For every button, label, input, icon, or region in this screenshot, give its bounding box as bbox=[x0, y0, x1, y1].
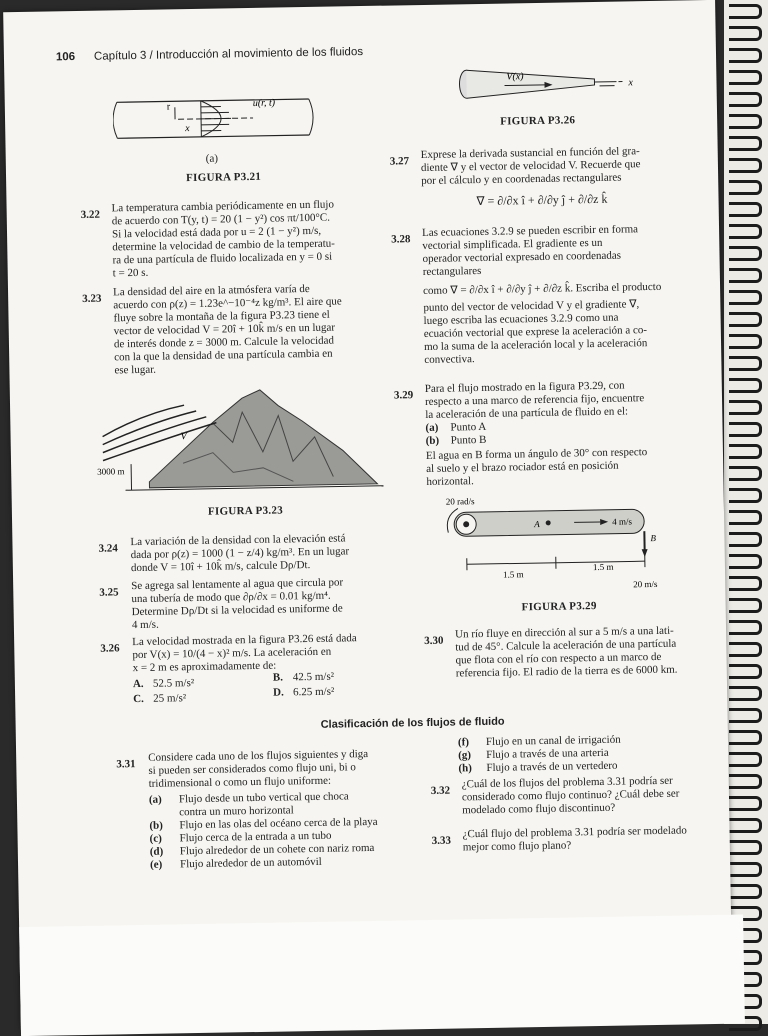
binding-coil bbox=[729, 884, 762, 899]
p329-rad-label: 20 rad/s bbox=[446, 496, 475, 507]
p329-d1-label: 1.5 m bbox=[503, 569, 524, 579]
p326-opt-d-key: D. bbox=[273, 686, 284, 699]
page-number: 106 bbox=[56, 51, 75, 63]
p327-text: Exprese la derivada sustancial en función del gra- diente ∇ y el vector de velocidad V. Recuerde que por el cálculo y en coordenadas rectangulares bbox=[421, 145, 641, 188]
p326-v-label: V(x) bbox=[506, 71, 524, 82]
binding-coil bbox=[729, 224, 762, 239]
p326-opt-c-key: C. bbox=[133, 693, 144, 706]
p329-after: El agua en B forma un ángulo de 30° con respecto al suelo y el brazo rociador está en posición horizontal. bbox=[426, 446, 648, 489]
p329-item-b: Punto B bbox=[451, 434, 487, 448]
figure-p326-nozzle bbox=[444, 63, 645, 106]
section-title: Clasificación de los flujos de fluido bbox=[321, 716, 505, 731]
p329-a-label: A bbox=[533, 519, 540, 529]
binding-coil bbox=[729, 4, 762, 19]
figure-p323-caption: FIGURA P3.23 bbox=[208, 504, 283, 517]
binding-coil bbox=[729, 796, 762, 811]
p331-text: Considere cada uno de los flujos siguientes y diga si pueden ser considerados como flujo uni, bi o tridimensional o como un flujo uniforme: bbox=[148, 748, 369, 791]
figure-p329-caption: FIGURA P3.29 bbox=[522, 600, 597, 613]
p329-d2-label: 1.5 m bbox=[593, 562, 614, 572]
p328-number: 3.28 bbox=[391, 233, 410, 245]
binding-coil bbox=[729, 664, 762, 679]
p333-number: 3.33 bbox=[432, 835, 451, 847]
p326-text: La velocidad mostrada en la figura P3.26 está dada por V(x) = 10/(4 − x)² m/s. La aceleración en x = 2 m es aproximadamente de: bbox=[132, 632, 357, 675]
p329-text: Para el flujo mostrado en la figura P3.29, con respecto a una marco de referencia fijo, encuentre la aceleración de una partícula de fluido en el: bbox=[425, 379, 645, 422]
p326-opt-a-key: A. bbox=[133, 678, 144, 691]
binding-coil bbox=[729, 554, 762, 569]
p332-number: 3.32 bbox=[431, 785, 450, 797]
binding-coil bbox=[729, 92, 762, 107]
binding-coil bbox=[729, 862, 762, 877]
binding-coil bbox=[729, 818, 762, 833]
binding-coil bbox=[729, 752, 762, 767]
p329-number: 3.29 bbox=[394, 389, 413, 401]
figure-p321-caption: FIGURA P3.21 bbox=[186, 171, 261, 184]
p333-text: ¿Cuál flujo del problema 3.31 podría ser modelado mejor como flujo plano? bbox=[462, 824, 687, 854]
p330-text: Un río fluye en dirección al sur a 5 m/s a una lati- tud de 45°. Calcule la aceleración de una partícula que flota con el río con respecto a un marco de referencia fijo. El radio de la tierra es de 6000 km. bbox=[455, 625, 678, 681]
textbook-page bbox=[3, 0, 733, 1030]
p327-equation: ∇ = ∂/∂x î + ∂/∂y ĵ + ∂/∂z k̂ bbox=[476, 192, 607, 209]
binding-coil bbox=[729, 730, 762, 745]
binding-coil bbox=[729, 158, 762, 173]
binding-coil bbox=[729, 532, 762, 547]
binding-coil bbox=[729, 686, 762, 701]
p329-item-a-key: (a) bbox=[425, 422, 438, 435]
binding-coil bbox=[729, 510, 762, 525]
binding-coil bbox=[729, 70, 762, 85]
binding-coil bbox=[729, 598, 762, 613]
p323-number: 3.23 bbox=[82, 293, 101, 305]
spiral-binding bbox=[724, 0, 768, 1024]
figure-p323-mountain bbox=[92, 380, 384, 503]
p328-text: Las ecuaciones 3.2.9 se pueden escribir en forma vectorial simplificada. El gradiente es un operador vectorial expresado en coordenadas rectangulares como ∇ = ∂/∂x î + ∂/∂y ĵ + ∂/∂z k̂. Escriba el producto punto del vector de velocidad V y el gradiente ∇, luego escriba las ecuaciones 3.2.9 como una ecuación vectorial que exprese la aceleración a co- mo la suma de la aceleración local y la aceleración convectiva. bbox=[422, 223, 663, 367]
p325-number: 3.25 bbox=[99, 586, 118, 598]
p326-x-label: x bbox=[627, 77, 633, 88]
p321-u-label: u(r, t) bbox=[253, 98, 276, 109]
p325-text: Se agrega sal lentamente al agua que circula por una tubería de modo que ∂ρ/∂x = 0.01 kg/m⁴. Determine Dρ/Dt si la velocidad es uniforme de 4 m/s. bbox=[131, 576, 344, 632]
binding-coil bbox=[729, 246, 762, 261]
p329-speed-label: 4 m/s bbox=[612, 516, 632, 526]
p321-x-label: x bbox=[184, 123, 190, 134]
p322-number: 3.22 bbox=[81, 209, 100, 221]
p326-opt-b: 42.5 m/s² bbox=[293, 671, 334, 685]
binding-coil bbox=[729, 290, 762, 305]
binding-coil bbox=[729, 620, 762, 635]
p323-altitude-label: 3000 m bbox=[97, 466, 124, 476]
p321-r-label: r bbox=[167, 101, 171, 112]
binding-coil bbox=[729, 466, 762, 481]
binding-coil bbox=[729, 202, 762, 217]
binding-coil bbox=[729, 334, 762, 349]
p321-sub-label: (a) bbox=[206, 153, 218, 166]
binding-coil bbox=[729, 488, 762, 503]
p322-text: La temperatura cambia periódicamente en un flujo de acuerdo con T(y, t) = 20 (1 − y²) cos πt/100°C. Si la velocidad está dada por u = 2 (1 − y²) m/s, determine la velocidad de cambio de la temperatu- ra de una partícula de fluido localizada en y = 0 si t = 20 s. bbox=[112, 199, 336, 281]
p324-number: 3.24 bbox=[98, 542, 117, 554]
p329-item-b-key: (b) bbox=[426, 435, 440, 448]
figure-p321-pipe bbox=[113, 87, 324, 151]
binding-coil bbox=[729, 444, 762, 459]
p326-opt-c: 25 m/s² bbox=[153, 692, 186, 706]
p326-opt-d: 6.25 m/s² bbox=[293, 686, 334, 700]
binding-coil bbox=[729, 576, 762, 591]
p331-items-right: (f) Flujo en un canal de irrigación (g) Flujo a través de una arteria (h) Flujo a través de un vertedero bbox=[458, 734, 621, 776]
binding-coil bbox=[729, 26, 762, 41]
binding-coil bbox=[729, 378, 762, 393]
binding-coil bbox=[729, 180, 762, 195]
p329-out-label: 20 m/s bbox=[633, 579, 658, 589]
p331-number: 3.31 bbox=[116, 758, 135, 770]
binding-coil bbox=[729, 312, 762, 327]
binding-coil bbox=[729, 422, 762, 437]
binding-coil bbox=[729, 48, 762, 63]
p327-number: 3.27 bbox=[390, 155, 409, 167]
p326-opt-b-key: B. bbox=[273, 672, 283, 685]
binding-coil bbox=[729, 136, 762, 151]
p323-v-label: V bbox=[181, 431, 189, 442]
p326-opt-a: 52.5 m/s² bbox=[153, 677, 194, 691]
p331-items: (a) Flujo desde un tubo vertical que choca contra un muro horizontal (b) Flujo en las olas del océano cerca de la playa (c) Flujo cerca de la entrada a un tubo (d) Flujo alrededor de un cohete con nariz roma (e) Flujo alrededor de un automóvil bbox=[149, 790, 379, 872]
p323-text: La densidad del aire en la atmósfera varía de acuerdo con ρ(z) = 1.23e^−10⁻⁴z kg/m³. El aire que fluye sobre la montaña de la figura P3.23 tiene el vector de velocidad V = 20î + 10k̂ m/s en un lugar de interés donde z = 3000 m. Calcule la velocidad con la que la densidad de una partícula cambia en ese lugar. bbox=[113, 282, 343, 377]
p324-text: La variación de la densidad con la elevación está dada por ρ(z) = 1000 (1 − z/4) kg/m³. En un lugar donde V = 10î + 10k̂ m/s, calcule Dρ/Dt. bbox=[130, 532, 349, 575]
binding-coil bbox=[729, 400, 762, 415]
binding-coil bbox=[729, 642, 762, 657]
p329-b-label: B bbox=[650, 533, 656, 543]
binding-coil bbox=[729, 840, 762, 855]
binding-coil bbox=[729, 114, 762, 129]
p329-item-a: Punto A bbox=[450, 421, 486, 435]
binding-coil bbox=[729, 268, 762, 283]
binding-coil bbox=[729, 708, 762, 723]
figure-p326-caption: FIGURA P3.26 bbox=[500, 114, 575, 127]
chapter-title: Capítulo 3 / Introducción al movimiento de los fluidos bbox=[94, 46, 363, 63]
p330-number: 3.30 bbox=[424, 635, 443, 647]
next-page-blank bbox=[19, 915, 745, 1036]
binding-coil bbox=[729, 774, 762, 789]
p332-text: ¿Cuál de los flujos del problema 3.31 podría ser considerado como flujo continuo? ¿Cuál debe ser modelado como flujo discontinuo? bbox=[462, 775, 680, 818]
figure-p329-sprinkler bbox=[424, 491, 676, 595]
p326-number: 3.26 bbox=[100, 642, 119, 654]
binding-coil bbox=[729, 356, 762, 371]
